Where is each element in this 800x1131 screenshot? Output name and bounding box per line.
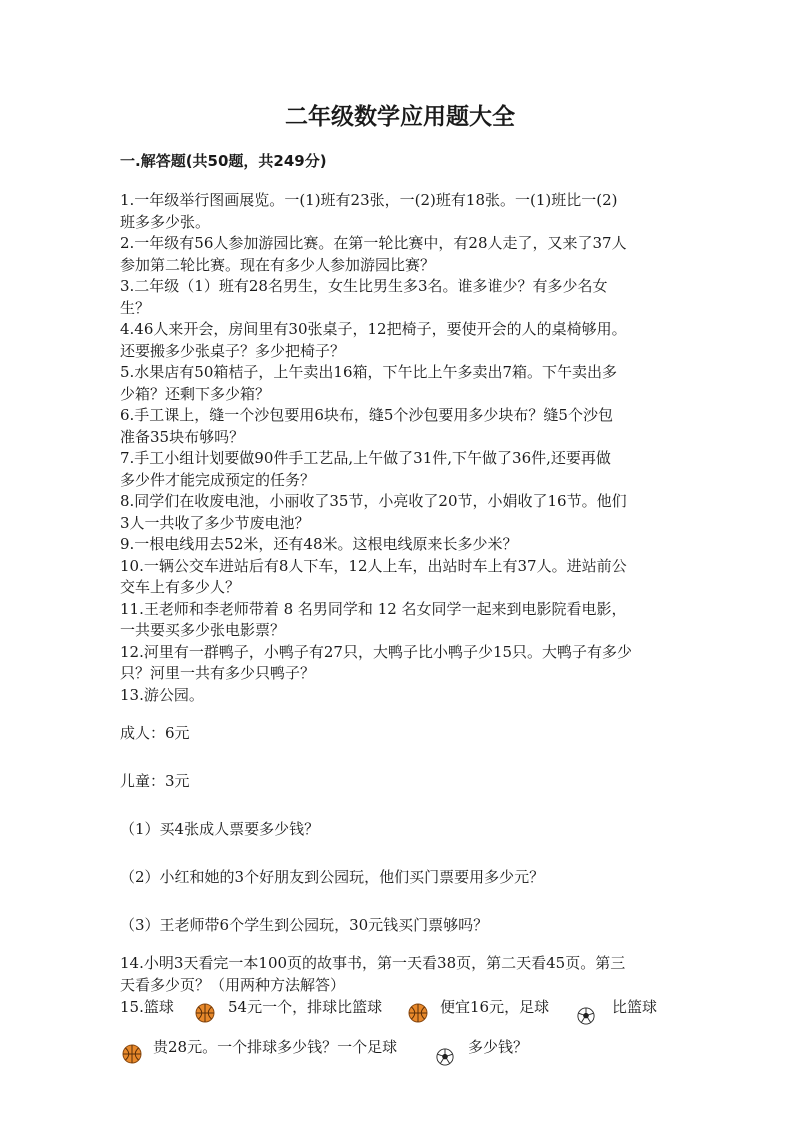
problem-line: 1.一年级举行图画展览。一(1)班有23张，一(2)班有18张。一(1)班比一(2) [120, 191, 618, 209]
problem-line: 参加第二轮比赛。现在有多少人参加游园比赛？ [120, 256, 436, 274]
problem-line: 9.一根电线用去52米，还有48米。这根电线原来长多少米？ [120, 535, 518, 553]
problem-line: 多少件才能完成预定的任务？ [120, 471, 316, 489]
problem-line: 12.河里有一群鸭子，小鸭子有27只，大鸭子比小鸭子少15只。大鸭子有多少 [120, 643, 633, 661]
problem-line: 天看多少页？（用两种方法解答） [120, 976, 346, 994]
problem-line: 8.同学们在收废电池，小丽收了35节，小亮收了20节，小娟收了16节。他们 [120, 492, 627, 510]
soccer-ball-icon [577, 1007, 595, 1025]
page-title: 二年级数学应用题大全 [285, 104, 515, 130]
problem-line: 6.手工课上，缝一个沙包要用6块布，缝5个沙包要用多少块布？缝5个沙包 [120, 406, 613, 424]
q15-text-c: 便宜16元，足球 [440, 998, 550, 1016]
q15-text-d: 比篮球 [612, 998, 658, 1016]
q15-text-e: 贵28元。一个排球多少钱？一个足球 [153, 1038, 398, 1056]
price-adult: 成人：6元 [120, 724, 190, 742]
problem-line: 准备35块布够吗？ [120, 428, 245, 446]
problem-line: 5.水果店有50箱桔子，上午卖出16箱，下午比上午多卖出7箱。下午卖出多 [120, 363, 618, 381]
soccer-ball-icon [436, 1048, 454, 1066]
problem-line: 14.小明3天看完一本100页的故事书，第一天看38页，第二天看45页。第三 [120, 954, 626, 972]
problem-line: 3.二年级（1）班有28名男生，女生比男生多3名。谁多谁少？有多少名女 [120, 277, 608, 295]
sub-question: （2）小红和她的3个好朋友到公园玩，他们买门票要用多少元？ [120, 868, 545, 886]
basketball-icon [122, 1044, 142, 1064]
problem-line: 只？河里一共有多少只鸭子？ [120, 664, 316, 682]
q15-text-f: 多少钱？ [468, 1038, 529, 1056]
problem-line: 2.一年级有56人参加游园比赛。在第一轮比赛中，有28人走了，又来了37人 [120, 234, 627, 252]
problem-line: 交车上有多少人？ [120, 578, 241, 596]
section-heading: 一.解答题(共50题，共249分) [120, 152, 327, 170]
problem-line: 一共要买多少张电影票？ [120, 621, 286, 639]
problem-line: 10.一辆公交车进站后有8人下车，12人上车，出站时车上有37人。进站前公 [120, 557, 627, 575]
basketball-icon [195, 1003, 215, 1023]
q15-text-a: 15.篮球 [120, 998, 174, 1016]
problem-line: 13.游公园。 [120, 686, 204, 704]
q15-text-b: 54元一个，排球比篮球 [228, 998, 383, 1016]
problem-line: 7.手工小组计划要做90件手工艺品,上午做了31件,下午做了36件,还要再做 [120, 449, 611, 467]
problem-line: 少箱？还剩下多少箱？ [120, 385, 271, 403]
sub-question: （1）买4张成人票要多少钱？ [120, 820, 320, 838]
problem-line: 班多多少张。 [120, 213, 211, 231]
problem-line: 3人一共收了多少节废电池？ [120, 514, 310, 532]
basketball-icon [408, 1003, 428, 1023]
problem-line: 4.46人来开会，房间里有30张桌子，12把椅子，要使开会的人的桌椅够用。 [120, 320, 627, 338]
price-child: 儿童：3元 [120, 772, 190, 790]
problem-line: 11.王老师和李老师带着 8 名男同学和 12 名女同学一起来到电影院看电影， [120, 600, 627, 618]
problem-line: 还要搬多少张桌子？多少把椅子？ [120, 342, 346, 360]
sub-question: （3）王老师带6个学生到公园玩，30元钱买门票够吗？ [120, 916, 489, 934]
problem-line: 生？ [120, 299, 151, 317]
